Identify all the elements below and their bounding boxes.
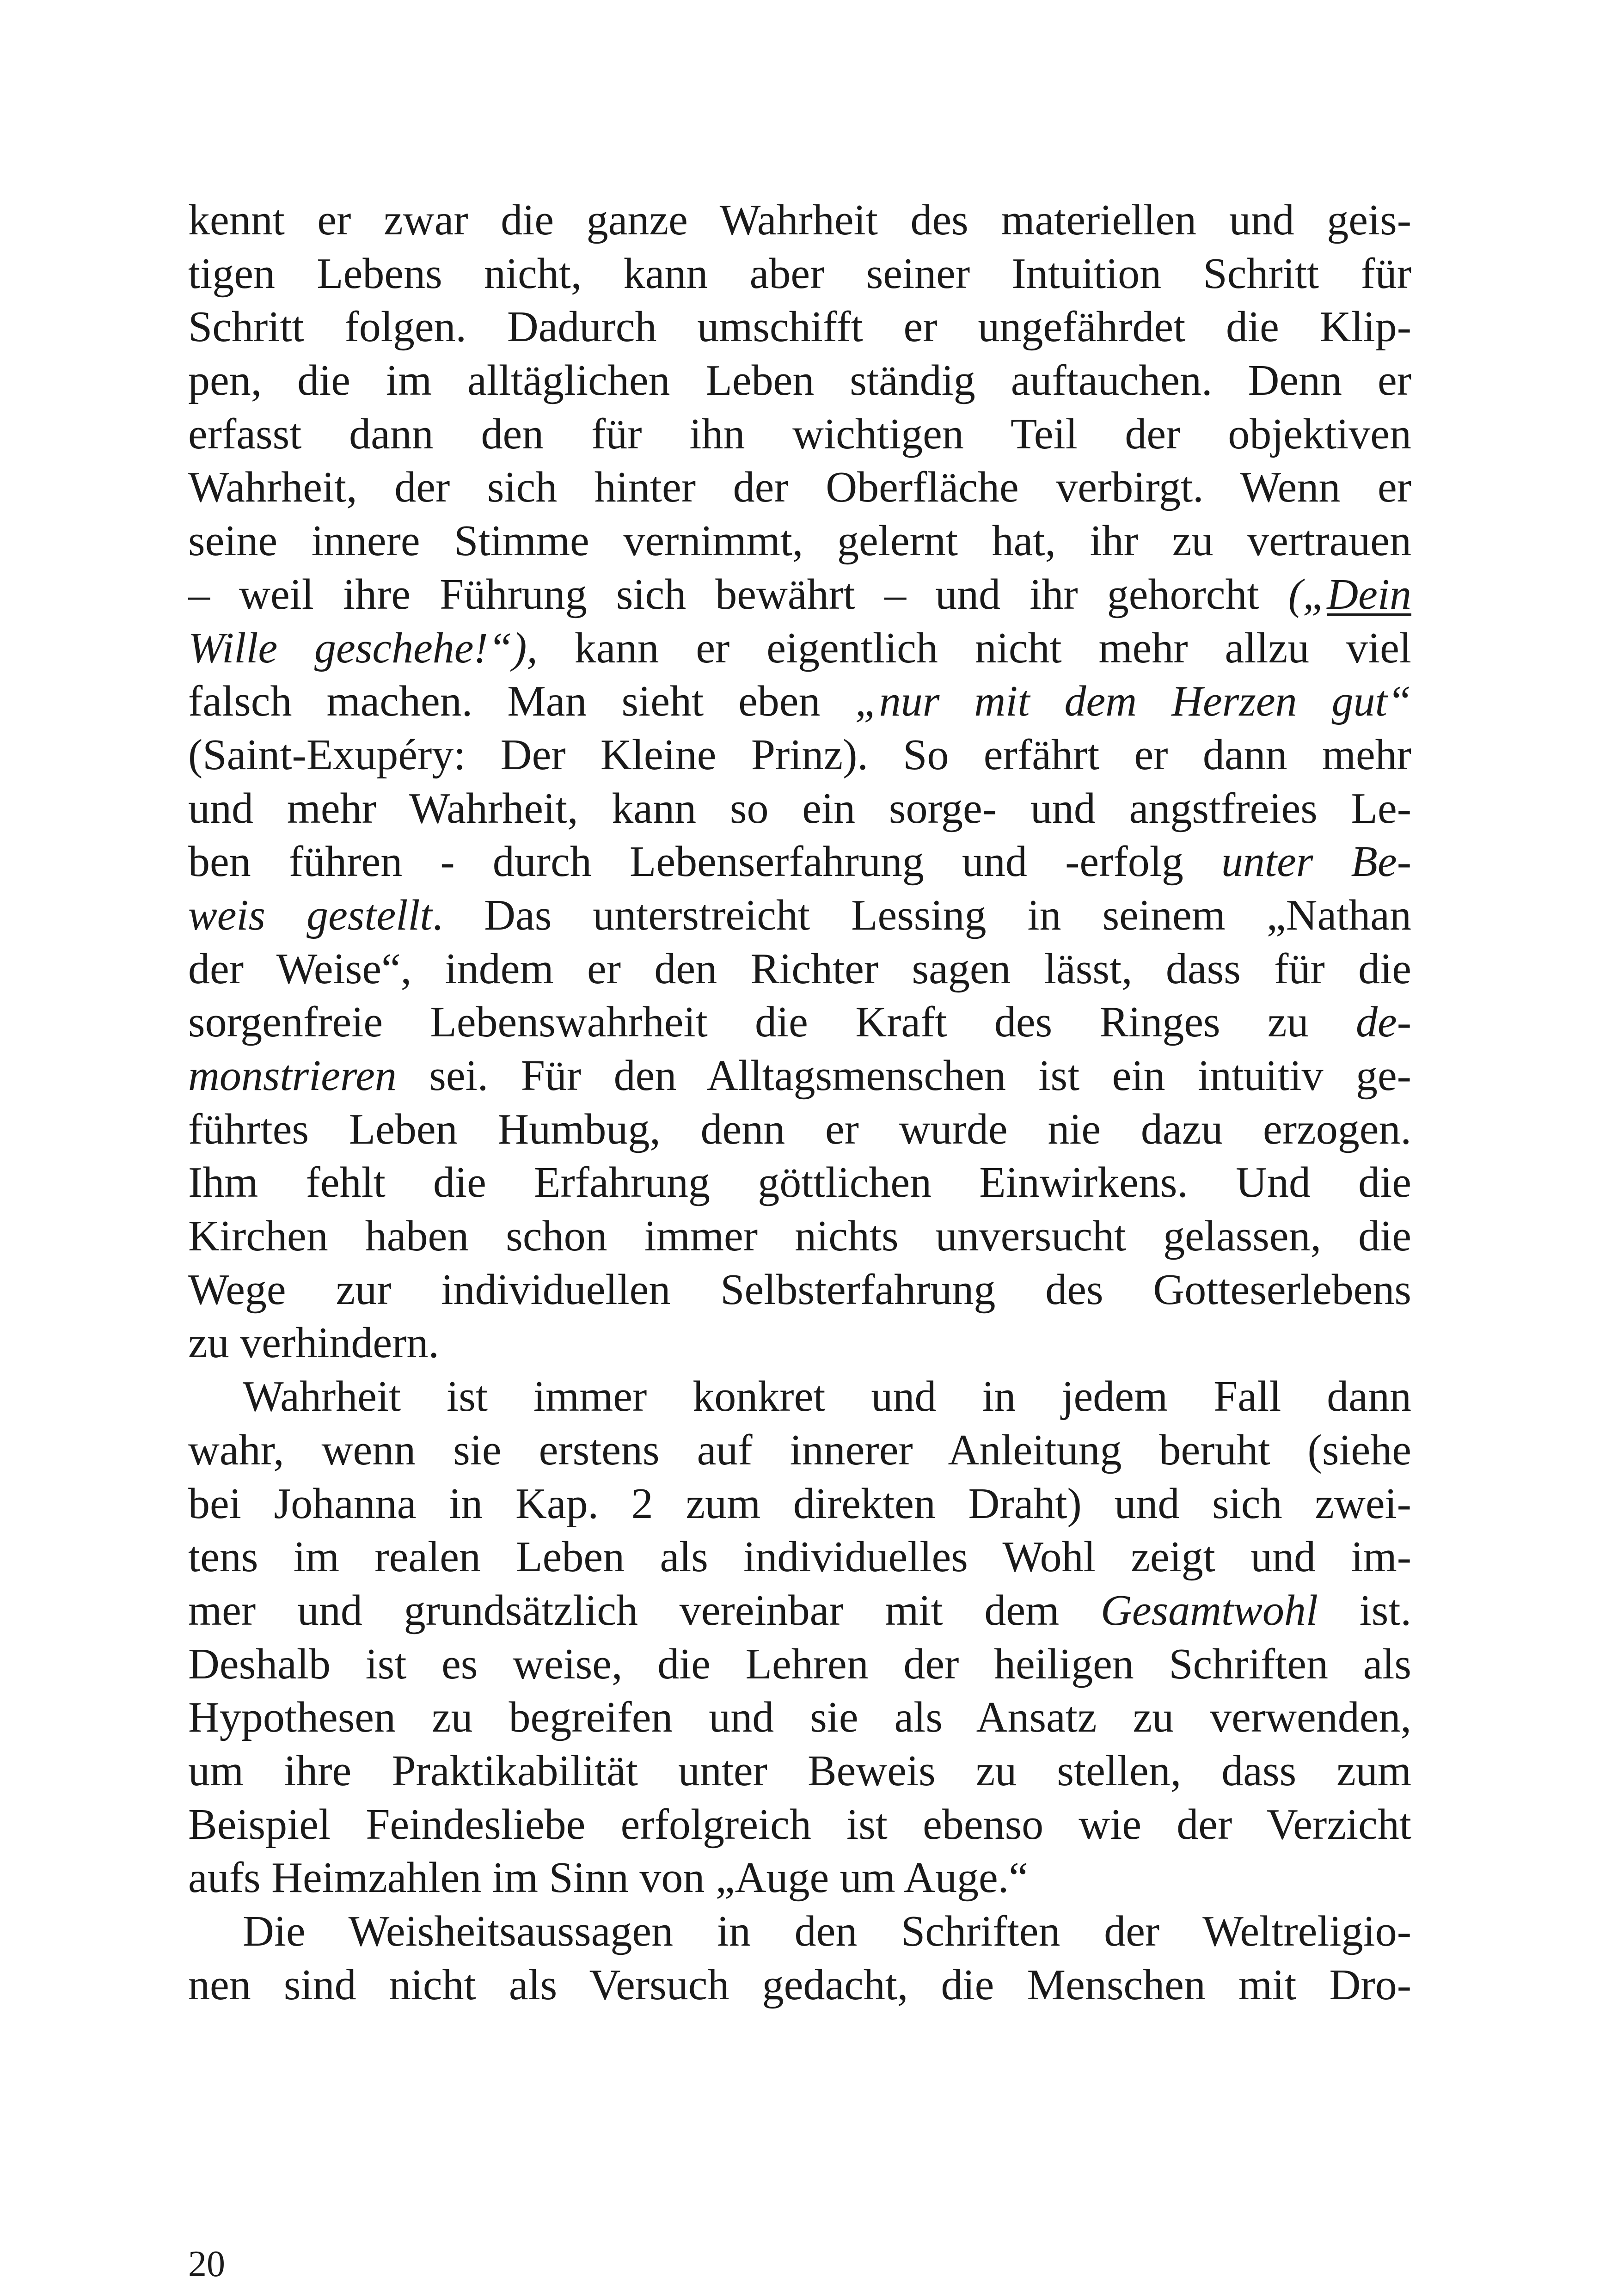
text-segment: um ihre Praktikabilität unter Beweis zu stellen, dass zum (188, 1746, 1411, 1795)
text-segment: Schritt folgen. Dadurch umschifft er ungefährdet die Klip- (188, 303, 1411, 351)
text-segment: kann er eigentlich nicht mehr allzu viel (537, 624, 1411, 672)
emphasized-text: Gesamtwohl (1100, 1586, 1318, 1635)
paragraph (188, 194, 1411, 1370)
text-segment: Wege zur individuellen Selbsterfahrung des Gotteserlebens (188, 1265, 1411, 1314)
text-segment: Wahrheit ist immer konkret und in jedem Fall dann (243, 1372, 1411, 1421)
text-segment: seine innere Stimme vernimmt, gelernt hat, ihr zu vertrauen (188, 517, 1411, 565)
text-segment: Die Weisheitsaussagen in den Schriften der Weltreligio- (243, 1907, 1411, 1955)
text-line (188, 1049, 1411, 1103)
emphasized-text: („ (1288, 570, 1327, 618)
text-line (188, 1638, 1411, 1691)
text-segment: (Saint-Exupéry: Der Kleine Prinz). So erfährt er dann mehr (188, 730, 1411, 779)
text-line (188, 354, 1411, 408)
text-segment: falsch machen. Man sieht eben (188, 677, 855, 726)
text-segment: kennt er zwar die ganze Wahrheit des materiellen und geis- (188, 196, 1411, 244)
text-segment: tens im realen Leben als individuelles Wohl zeigt und im- (188, 1533, 1411, 1581)
text-segment: wahr, wenn sie erstens auf innerer Anleitung beruht (siehe (188, 1426, 1411, 1474)
emphasized-text: de- (1355, 998, 1411, 1047)
text-line (188, 1370, 1411, 1424)
text-line (188, 835, 1411, 889)
text-line (188, 1584, 1411, 1638)
text-segment: Beispiel Feindesliebe erfolgreich ist ebenso wie der Verzicht (188, 1800, 1411, 1849)
text-line (188, 461, 1411, 514)
text-segment: führtes Leben Humbug, denn er wurde nie dazu erzogen. (188, 1105, 1411, 1153)
text-segment: pen, die im alltäglichen Leben ständig auftauchen. Denn er (188, 356, 1411, 405)
text-line (188, 782, 1411, 836)
text-segment: ben führen - durch Lebenserfahrung und -erfolg (188, 838, 1221, 886)
text-segment: Ihm fehlt die Erfahrung göttlichen Einwirkens. Und die (188, 1158, 1411, 1207)
text-line (188, 1745, 1411, 1798)
text-line (188, 1691, 1411, 1745)
text-line (188, 1477, 1411, 1531)
text-segment: nen sind nicht als Versuch gedacht, die Menschen mit Dro- (188, 1960, 1411, 2009)
text-segment: aufs Heimzahlen im Sinn von „Auge um Auge.“ (188, 1854, 1028, 1902)
paragraph (188, 1370, 1411, 1905)
text-line (188, 1531, 1411, 1584)
text-line (188, 1156, 1411, 1210)
text-line (188, 1424, 1411, 1477)
emphasized-text: unter Be- (1221, 838, 1411, 886)
page-number: 20 (188, 2244, 225, 2284)
text-segment: Hypothesen zu begreifen und sie als Ansatz zu verwenden, (188, 1693, 1411, 1742)
text-line (188, 729, 1411, 782)
emphasized-text: „nur mit dem Herzen gut“ (855, 677, 1411, 726)
text-segment: mer und grundsätzlich vereinbar mit dem (188, 1586, 1101, 1635)
emphasized-text: weis gestellt (188, 891, 432, 939)
text-line (188, 1905, 1411, 1959)
text-line (188, 943, 1411, 996)
text-segment: . Das unterstreicht Lessing in seinem „Nathan (432, 891, 1411, 939)
emphasized-text: monstrieren (188, 1052, 397, 1100)
text-segment: zu verhindern. (188, 1319, 439, 1367)
text-line (188, 568, 1411, 622)
emphasized-text: Dein (1327, 570, 1411, 618)
text-segment: sorgenfreie Lebenswahrheit die Kraft des Ringes zu (188, 998, 1356, 1047)
text-segment: und mehr Wahrheit, kann so ein sorge- und angstfreies Le- (188, 784, 1411, 833)
text-segment: sei. Für den Alltagsmenschen ist ein intuitiv ge- (396, 1052, 1411, 1100)
text-line (188, 194, 1411, 247)
text-segment: ist. (1318, 1586, 1411, 1635)
body-text (188, 194, 1411, 2012)
text-segment: – weil ihre Führung sich bewährt – und ihr gehorcht (188, 570, 1288, 618)
text-line (188, 1263, 1411, 1317)
text-line (188, 1210, 1411, 1263)
text-segment: erfasst dann den für ihn wichtigen Teil der objektiven (188, 410, 1411, 458)
text-line (188, 1851, 1411, 1905)
text-line (188, 514, 1411, 568)
text-line (188, 622, 1411, 675)
text-line (188, 996, 1411, 1049)
emphasized-text: Wille geschehe!“), (188, 624, 538, 672)
text-segment: der Weise“, indem er den Richter sagen lässt, dass für die (188, 944, 1411, 993)
text-line (188, 1959, 1411, 2012)
text-line (188, 675, 1411, 729)
text-segment: tigen Lebens nicht, kann aber seiner Intuition Schritt für (188, 249, 1411, 298)
text-line (188, 1103, 1411, 1157)
text-line (188, 408, 1411, 461)
text-segment: Kirchen haben schon immer nichts unversucht gelassen, die (188, 1212, 1411, 1261)
text-line (188, 300, 1411, 354)
text-line (188, 1798, 1411, 1852)
text-segment: Wahrheit, der sich hinter der Oberfläche verbirgt. Wenn er (188, 463, 1411, 512)
text-line (188, 889, 1411, 943)
text-segment: Deshalb ist es weise, die Lehren der heiligen Schriften als (188, 1640, 1411, 1688)
text-line (188, 1316, 1411, 1370)
paragraph (188, 1905, 1411, 2012)
text-segment: bei Johanna in Kap. 2 zum direkten Draht) und sich zwei- (188, 1479, 1411, 1528)
text-line (188, 247, 1411, 301)
